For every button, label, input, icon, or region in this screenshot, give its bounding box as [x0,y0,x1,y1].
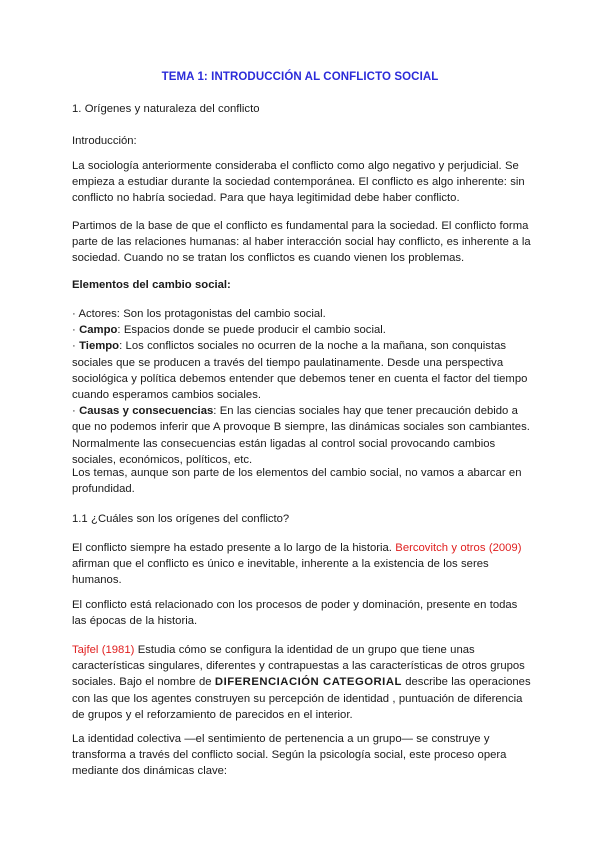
element-tiempo [72,338,534,403]
elements-heading: Elementos del cambio social: [72,279,231,291]
paragraph-5: El conflicto está relacionado con los procesos de poder y dominación, presente en todas las épocas de la historia. [72,599,518,628]
p6-text1: Estudia cómo se configura la identidad de un grupo que tiene unas características singulares, diferentes y contrapuestas a las características de otros grupos sociales. Bajo el nombre de [72,644,525,689]
bullet: · [72,340,80,353]
term-diferenciacion: DIFERENCIACIÓN CATEGORIAL [214,676,402,689]
elements-list [72,306,534,468]
p4-before: El conflicto siempre ha estado presente a lo largo de la historia. [72,542,396,554]
element-campo [72,322,534,338]
section-heading-1: 1. Orígenes y naturaleza del conflicto [72,103,260,115]
paragraph-3: Los temas, aunque son parte de los elementos del cambio social, no vamos a abarcar en profundidad. [72,467,522,496]
element-causas [72,403,534,468]
paragraph-1: La sociología anteriormente consideraba el conflicto como algo negativo y perjudicial. Se empieza a estudiar durante la sociedad contemporánea. El conflicto es algo inherente: sin conflicto no habría sociedad. Para que haya legitimidad debe haber conflicto. [72,160,525,205]
paragraph-4 [72,540,534,589]
term-tiempo: Tiempo [79,340,120,353]
document-title: TEMA 1: INTRODUCCIÓN AL CONFLICTO SOCIAL [161,71,439,83]
bullet: · [72,405,80,418]
text-tiempo: : Los conflictos sociales no ocurren de la noche a la mañana, son conquistas sociales que se producen a través del tiempo paulatinamente. Desde una perspectiva sociológica y política debemos entender que debemos tener en cuenta el factor del tiempo cuando esperamos cambios sociales. [72,340,528,402]
text-campo: : Espacios donde se puede producir el cambio social. [117,324,386,337]
element-actores: · Actores: Son los protagonistas del cambio social. [72,308,326,320]
paragraph-2: Partimos de la base de que el conflicto es fundamental para la sociedad. El conflicto forma parte de las relaciones humanas: al haber interacción social hay conflicto, es inherente a la sociedad. Cuando no se tratan los conflictos es cuando vienen los problemas. [72,220,531,265]
text-causas: : En las ciencias sociales hay que tener precaución debido a que no podemos inferir que A provoque B siempre, las dinámicas sociales son cambiantes. Normalmente las consecuencias están ligadas al control social provocando cambios sociales, económicos, políticos, etc. [72,405,530,466]
term-causas: Causas y consecuencias [79,405,214,418]
p6-text2: describe las operaciones con las que los agentes construyen su percepción de identidad , puntuación de diferencia de grupos y el reforzamiento de parecidos en el interior. [72,676,531,721]
bullet: · [72,324,80,337]
paragraph-6 [72,642,534,723]
section-heading-1-1: 1.1 ¿Cuáles son los orígenes del conflicto? [72,513,290,525]
intro-label: Introducción: [72,135,137,147]
term-campo: Campo [79,324,118,337]
paragraph-7: La identidad colectiva —el sentimiento de pertenencia a un grupo— se construye y transforma a través del conflicto social. Según la psicología social, este proceso opera mediante dos dinámicas clave: [72,733,507,778]
citation-tajfel: Tajfel (1981) [72,644,135,656]
p4-after: afirman que el conflicto es único e inevitable, inherente a la existencia de los seres humanos. [72,558,489,587]
citation-bercovitch: Bercovitch y otros (2009) [395,542,522,554]
